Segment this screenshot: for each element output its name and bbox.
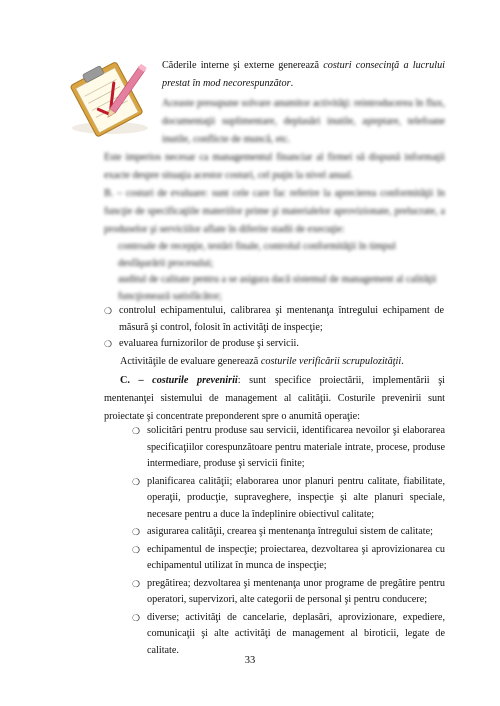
list-item: ❍ echipamentul de inspecţie; proiectarea, dezvoltarea şi aprovizionarea cu echipamentul utilizat în munca de inspecţie; — [132, 543, 445, 571]
list-item: ❍ solicitări pentru produse sau servicii, identificarea nevoilor şi elaborarea specificaţiilor corespunzătoare pentru materiale intrate, procese, produse intermediare, produse şi servicii finite; — [132, 425, 445, 469]
evaluation-list — [104, 303, 444, 353]
clipboard-pencil-icon — [62, 58, 152, 138]
list-item: ❍ controlul echipamentului, calibrarea şi mentenanţa întregului echipament de măsură şi control, folosit în activităţi de inspecţie; — [104, 305, 444, 333]
intro-text: Căderile interne şi externe generează — [162, 60, 324, 71]
evaluation-sentence: Activităţile de evaluare generează costurile verificării scrupulozităţii. — [120, 356, 404, 367]
blurred-list-item-1: controale de recepţie, testări finale, controlul conformităţii în timpul desfăşurării procesului; — [118, 241, 396, 269]
check-bullet-icon: ❍ — [132, 578, 141, 589]
blurred-list-item-2: auditul de calitate pentru a se asigura dacă sistemul de management al calităţii funcţionează satisfăcător; — [118, 274, 437, 302]
check-bullet-icon: ❍ — [132, 527, 141, 537]
check-bullet-icon: ❍ — [132, 544, 141, 555]
list-item: ❍ asigurarea calităţii, crearea şi mentenanţa întregului sistem de calitate; — [132, 524, 445, 541]
check-bullet-icon: ❍ — [104, 339, 113, 349]
section-c-paragraph: C. – costurile prevenirii: sunt specifice proiectării, implementării şi mentenanţei sistemului de management al calităţii. Costurile prevenirii sunt proiectate şi concentrate preponderent spre o anumită operaţie: — [104, 375, 446, 422]
intro-emphasis: costuri consecinţă a lucrului prestat în mod necorespunzător — [162, 60, 445, 89]
prevention-list — [132, 423, 445, 659]
check-bullet-icon: ❍ — [132, 426, 141, 436]
check-bullet-icon: ❍ — [132, 476, 141, 487]
section-c-label: C. – — [120, 375, 153, 386]
page-number: 33 — [244, 655, 256, 666]
list-item: ❍ diverse; activităţi de cancelarie, deplasări, aprovizionare, expediere, comunicaţii şi alte activităţi de management al biroticii, legate de calitate. — [132, 611, 445, 656]
section-c-title: costurile prevenirii — [152, 375, 238, 386]
list-item: ❍ planificarea calităţii; elaborarea unor planuri pentru calitate, fiabilitate, operaţii, producţie, supraveghere, inspecţie şi alte planuri speciale, necesare pentru a duce la îndeplinire obiectivul calitate; — [132, 475, 445, 520]
intro-paragraph: Căderile interne şi externe generează costuri consecinţă a lucrului prestat în mod necorespunzător. — [162, 60, 445, 89]
blurred-paragraph-2: Este imperios necesar ca managementul financiar al firmei să dispună informaţii exacte despre situaţia acestor costuri, cel puţin la nivel anual. — [104, 152, 445, 181]
blurred-paragraph-3: B. – costuri de evaluare: sunt cele care fac referire la aprecierea conformităţii în funcţie de specificaţiile materiilor prime şi materialelor aprovizionate, prelucrate, a produselor şi serviciilor aflate în diferite stadii de execuţie: — [104, 188, 445, 235]
check-bullet-icon: ❍ — [132, 612, 141, 623]
check-bullet-icon: ❍ — [104, 306, 113, 316]
list-item: ❍ pregătirea; dezvoltarea şi mentenanţa unor programe de pregătire pentru operatori, supervizori, alte categorii de personal şi pentru conducere; — [132, 577, 445, 605]
blurred-paragraph-1: Aceaste presupune solvare anumitor activităţi: reintroducerea în flux, documentaţii suplimentare, deplasări inutile, aşteptare, telefoane inutile, conflicte de muncă, etc. — [162, 98, 445, 145]
list-item: ❍ evaluarea furnizorilor de produse şi servicii. — [104, 336, 444, 353]
